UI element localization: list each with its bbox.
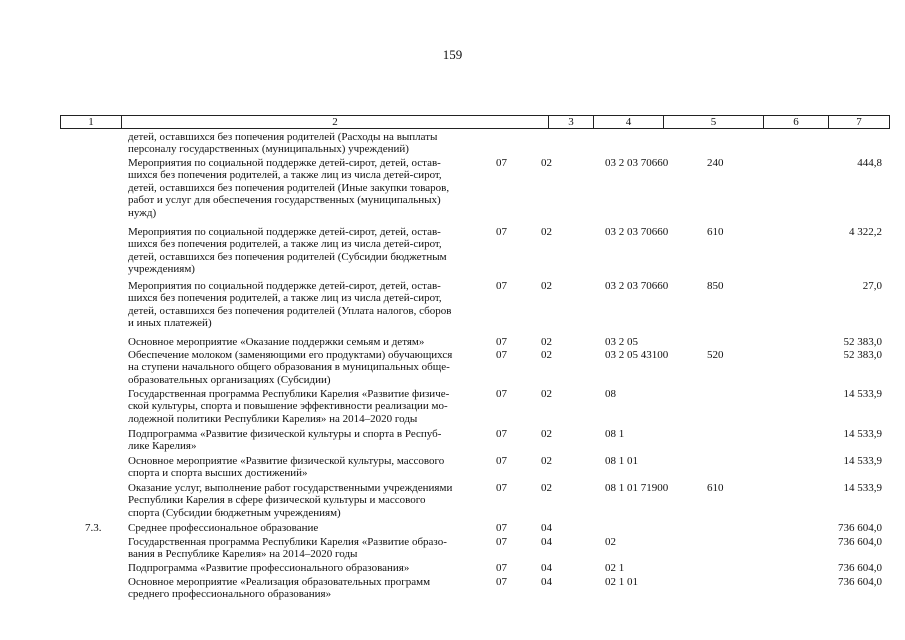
row-description-line: Подпрограмма «Развитие профессионального образования» (128, 562, 410, 574)
row-section-code: 07 (496, 280, 507, 292)
row-description-line: и иных платежей) (128, 317, 212, 330)
row-section-code: 07 (496, 226, 507, 238)
row-section-code: 07 (496, 562, 507, 574)
row-description-line: шихся без попечения родителей, а также лиц из числа детей-сирот, (128, 169, 442, 182)
row-description-line: Мероприятия по социальной поддержке детей-сирот, детей, остав- (128, 226, 441, 238)
row-target-article: 03 2 03 70660 (605, 157, 669, 169)
row-amount: 52 383,0 (843, 349, 882, 361)
row-description-line: Обеспечение молоком (заменяющими его продуктами) обучающихся (128, 349, 453, 361)
row-amount: 27,0 (862, 280, 882, 292)
row-description-line: ской культуры, спорта и повышение эффективности реализации мо- (128, 400, 448, 413)
row-description-line: Республики Карелия в сфере физической культуры и массового (128, 494, 426, 507)
row-section-code: 07 (496, 482, 507, 494)
row-description (128, 349, 488, 386)
row-subsection-code: 02 (541, 428, 552, 440)
row-subsection-code: 02 (541, 336, 552, 348)
row-subsection-code: 02 (541, 482, 552, 494)
row-description-line: Государственная программа Республики Карелия «Развитие физиче- (128, 388, 450, 400)
page-number: 159 (442, 47, 463, 62)
row-description-line: Мероприятия по социальной поддержке детей-сирот, детей, остав- (128, 157, 441, 169)
row-section-code: 07 (496, 536, 507, 548)
row-description-line: учреждениям) (128, 263, 195, 276)
row-description-line: нужд) (128, 206, 157, 219)
row-description-line: среднего профессионального образования» (128, 588, 332, 601)
row-description-line: спорта (Субсидии бюджетным учреждениям) (128, 506, 341, 519)
row-description-line: детей, оставшихся без попечения родителей (Субсидии бюджетным (128, 250, 447, 263)
row-subsection-code: 02 (541, 388, 552, 400)
row-description (128, 562, 488, 574)
row-amount: 14 533,9 (843, 388, 882, 400)
row-amount: 4 322,2 (849, 226, 882, 238)
row-description (128, 428, 488, 453)
row-amount: 736 604,0 (838, 536, 882, 548)
row-target-article: 02 (605, 536, 616, 548)
row-description-line: вания в Республике Карелия» на 2014–2020 годы (128, 548, 358, 561)
row-expense-type: 610 (707, 482, 724, 494)
row-section-code: 07 (496, 576, 507, 588)
row-amount: 736 604,0 (838, 562, 882, 574)
row-description (128, 482, 488, 519)
row-target-article: 08 1 01 (605, 455, 638, 467)
row-subsection-code: 04 (541, 576, 552, 588)
header-col-6: 6 (763, 116, 828, 128)
row-target-article: 03 2 05 (605, 336, 638, 348)
row-amount: 736 604,0 (838, 522, 882, 534)
row-description-line: персоналу государственных (муниципальных) учреждений) (128, 143, 409, 156)
row-expense-type: 610 (707, 226, 724, 238)
row-subsection-code: 04 (541, 522, 552, 534)
row-section-code: 07 (496, 522, 507, 534)
row-amount: 14 533,9 (843, 428, 882, 440)
row-description (128, 388, 488, 425)
header-col-2: 2 (121, 116, 548, 128)
header-col-5: 5 (663, 116, 763, 128)
row-description-line: на ступени начального общего образования в муниципальных обще- (128, 361, 450, 374)
row-description-line: образовательных организациях (Субсидии) (128, 373, 331, 386)
row-target-article: 08 (605, 388, 616, 400)
row-amount: 14 533,9 (843, 455, 882, 467)
row-section-code: 07 (496, 349, 507, 361)
row-description-line: лодежной политики Республики Карелия» на 2014–2020 годы (128, 412, 418, 425)
row-subsection-code: 04 (541, 562, 552, 574)
row-amount: 14 533,9 (843, 482, 882, 494)
row-description-line: шихся без попечения родителей, а также лиц из числа детей-сирот, (128, 292, 442, 305)
row-subsection-code: 02 (541, 349, 552, 361)
row-description-line: Основное мероприятие «Оказание поддержки семьям и детям» (128, 336, 425, 348)
row-expense-type: 850 (707, 280, 724, 292)
row-description-line: спорта и спорта высших достижений» (128, 467, 308, 480)
row-target-article: 02 1 01 (605, 576, 638, 588)
row-subsection-code: 02 (541, 157, 552, 169)
row-section-code: 07 (496, 336, 507, 348)
row-amount: 736 604,0 (838, 576, 882, 588)
row-description-line: лике Карелия» (128, 440, 197, 453)
row-target-article: 03 2 05 43100 (605, 349, 669, 361)
row-description-line: Мероприятия по социальной поддержке детей-сирот, детей, остав- (128, 280, 441, 292)
row-subsection-code: 02 (541, 226, 552, 238)
header-col-4: 4 (593, 116, 663, 128)
row-amount: 52 383,0 (843, 336, 882, 348)
row-subsection-code: 04 (541, 536, 552, 548)
header-col-3: 3 (548, 116, 593, 128)
row-expense-type: 240 (707, 157, 724, 169)
row-section-code: 07 (496, 157, 507, 169)
row-description-line: шихся без попечения родителей, а также лиц из числа детей-сирот, (128, 238, 442, 251)
row-expense-type: 520 (707, 349, 724, 361)
row-section-code: 07 (496, 455, 507, 467)
row-section-code: 07 (496, 388, 507, 400)
row-description-line: Оказание услуг, выполнение работ государственными учреждениями (128, 482, 453, 494)
row-target-article: 03 2 03 70660 (605, 226, 669, 238)
header-col-1: 1 (88, 116, 94, 128)
row-description-line: Основное мероприятие «Реализация образовательных программ (128, 576, 431, 588)
row-description (128, 536, 488, 561)
row-description (128, 157, 488, 219)
row-description-line: Государственная программа Республики Карелия «Развитие образо- (128, 536, 447, 548)
row-description (128, 131, 488, 156)
row-description (128, 522, 488, 534)
row-description-line: детей, оставшихся без попечения родителей (Расходы на выплаты (128, 131, 438, 143)
table-header (60, 115, 890, 129)
row-target-article: 08 1 01 71900 (605, 482, 669, 494)
row-number: 7.3. (85, 522, 102, 534)
row-description (128, 455, 488, 480)
row-description (128, 336, 488, 348)
row-description (128, 576, 488, 601)
row-subsection-code: 02 (541, 280, 552, 292)
row-subsection-code: 02 (541, 455, 552, 467)
row-description-line: детей, оставшихся без попечения родителей (Уплата налогов, сборов (128, 304, 452, 317)
row-description-line: Основное мероприятие «Развитие физической культуры, массового (128, 455, 445, 467)
row-description-line: работ и услуг для обеспечения государственных (муниципальных) (128, 194, 441, 207)
row-description (128, 226, 488, 276)
row-description (128, 280, 488, 330)
row-target-article: 02 1 (605, 562, 625, 574)
row-amount: 444,8 (857, 157, 882, 169)
row-section-code: 07 (496, 428, 507, 440)
row-description-line: Среднее профессиональное образование (128, 522, 319, 534)
row-description-line: детей, оставшихся без попечения родителей (Иные закупки товаров, (128, 181, 450, 194)
row-description-line: Подпрограмма «Развитие физической культуры и спорта в Респуб- (128, 428, 442, 440)
row-target-article: 03 2 03 70660 (605, 280, 669, 292)
row-target-article: 08 1 (605, 428, 625, 440)
header-col-7: 7 (828, 116, 889, 128)
